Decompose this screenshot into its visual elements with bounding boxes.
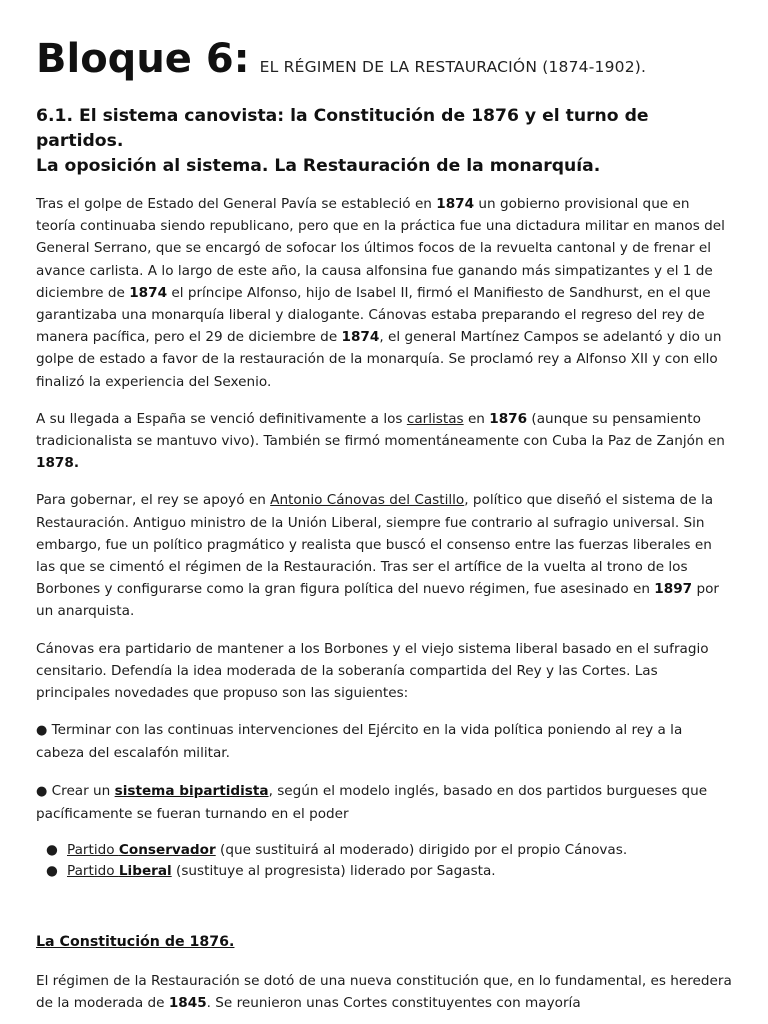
paragraph-2 [36, 408, 732, 475]
section-heading-line-1: 6.1. El sistema canovista: la Constitución de 1876 y el turno de partidos. [36, 106, 649, 151]
text-run: en [463, 410, 490, 427]
bold-year: 1897 [654, 581, 693, 598]
text-run: Crear un [47, 782, 115, 799]
text-run: (que sustituirá al moderado) dirigido por el propio Cánovas. [215, 842, 628, 859]
text-run: , según el modelo inglés, basado en dos partidos burgueses que pacíficamente se fueran turnando en el poder [36, 782, 708, 822]
paragraph-7 [36, 970, 732, 1014]
bold-year: 1845 [168, 995, 207, 1012]
bold-year: 1874 [436, 196, 475, 212]
text-run: (sustituye al progresista) liderado por Sagasta. [171, 863, 496, 880]
text-run: , el general Martínez Campos se adelantó y dio un golpe de estado a favor de la restauración de la monarquía. Se proclamó rey a Alfonso XII y con ello finalizó la experiencia del Sexenio. [36, 329, 722, 390]
bold-year: 1878. [36, 455, 79, 472]
link-prefix: Partido [67, 863, 119, 880]
spacer [36, 882, 732, 931]
link-prefix: Partido [67, 842, 119, 859]
text-run: Terminar con las continuas intervenciones del Ejército en la vida política poniendo al rey a la cabeza del escalafón militar. [36, 722, 683, 762]
bold-year: 1874 [341, 329, 380, 346]
link-canovas[interactable]: Antonio Cánovas del Castillo [270, 492, 465, 509]
section-heading-line-2: La oposición al sistema. La Restauración de la monarquía. [36, 156, 601, 176]
paragraph-6-bullet [36, 780, 732, 825]
paragraph-3 [36, 489, 732, 622]
parties-list [36, 840, 732, 882]
paragraph-1 [36, 193, 732, 393]
bold-year: 1876 [489, 410, 528, 427]
party-name: Conservador [118, 842, 216, 859]
paragraph-5-bullet [36, 719, 732, 764]
text-run: El régimen de la Restauración se dotó de una nueva constitución que, en lo fundamental, es heredera de la moderada de [36, 973, 732, 1012]
link-sistema-bipartidista[interactable]: sistema bipartidista [114, 782, 269, 799]
list-item-conservador [46, 840, 732, 861]
bullet-icon: ● [36, 783, 48, 799]
text-run: un gobierno provisional que en teoría continuaba siendo republicano, pero que en la práctica fue una dictadura militar en manos del General Serrano, que se encargó de sofocar los últimos focos de la revuelta cantonal y de frenar el avance carlista. A lo largo de este año, la causa alfonsina fue ganando más simpatizantes y el 1 de diciembre de [36, 196, 725, 301]
link-partido-liberal[interactable] [67, 863, 172, 879]
list-item-liberal [46, 861, 732, 882]
document-title [36, 36, 732, 82]
party-name: Liberal [118, 863, 172, 880]
subsection-heading: La Constitución de 1876. [36, 934, 235, 951]
text-run: por un anarquista. [36, 581, 719, 620]
text-run: Cánovas era partidario de mantener a los Borbones y el viejo sistema liberal basado en el sufragio censitario. Defendía la idea moderada de la soberanía compartida del Rey y las Cortes. Las principales novedades que propuso son las siguientes: [36, 640, 709, 702]
text-run: Para gobernar, el rey se apoyó en [36, 492, 271, 509]
block-subtitle: EL RÉGIMEN DE LA RESTAURACIÓN (1874-1902). [259, 58, 647, 76]
text-run: el príncipe Alfonso, hijo de Isabel II, firmó el Manifiesto de Sandhurst, en el que garantizaba una monarquía liberal y dialogante. Cánovas estaba preparando el regreso del rey de manera pacífica, pero el 29 de diciembre de [36, 284, 711, 346]
text-run: , político que diseñó el sistema de la Restauración. Antiguo ministro de la Unión Liberal, siempre fue contrario al sufragio universal. Sin embargo, fue un político pragmático y realista que buscó el consenso entre las fuerzas liberales en las que se cimentó el régimen de la Restauración. Tras ser el artífice de la vuelta al trono de los Borbones y configurarse como la gran figura política del nuevo régimen, fue asesinado en [36, 492, 714, 598]
paragraph-4 [36, 638, 732, 705]
text-run: Tras el golpe de Estado del General Pavía se estableció en [36, 196, 437, 212]
bullet-icon: ● [36, 723, 48, 739]
link-carlistas[interactable]: carlistas [406, 410, 464, 427]
block-title: Bloque 6: [36, 36, 250, 82]
text-run: . Se reunieron unas Cortes constituyentes con mayoría [206, 995, 581, 1012]
link-partido-conservador[interactable] [67, 842, 216, 858]
bullet-icon: ● [46, 863, 58, 880]
text-run: A su llegada a España se venció definitivamente a los [36, 410, 407, 427]
bold-year: 1874 [129, 284, 168, 301]
section-heading [36, 104, 732, 179]
text-run: (aunque su pensamiento tradicionalista se mantuvo vivo). También se firmó momentáneamente con Cuba la Paz de Zanjón en [36, 410, 725, 450]
bullet-icon: ● [46, 842, 58, 859]
